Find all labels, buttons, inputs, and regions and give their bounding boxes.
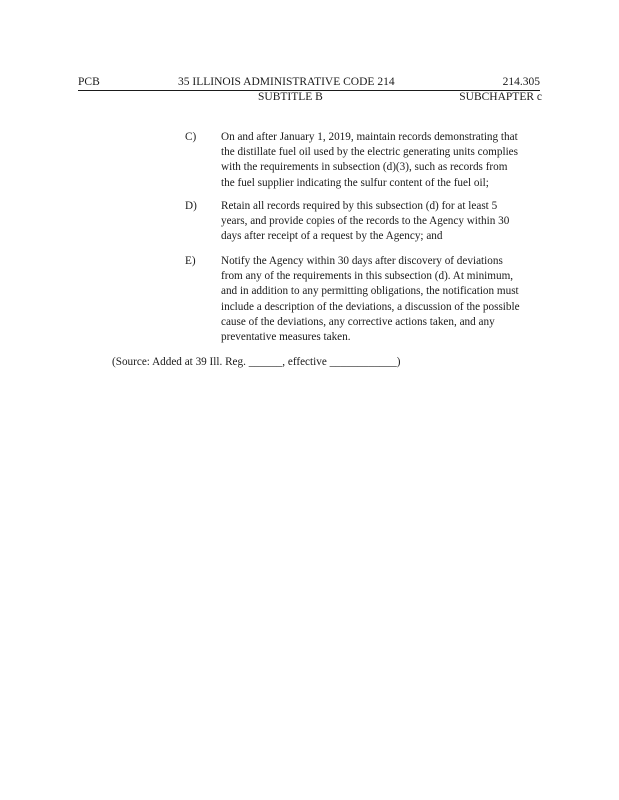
item-text <box>221 254 545 345</box>
item-line: Retain all records required by this subsection (d) for at least 5 <box>221 200 498 212</box>
item-line: and in addition to any permitting obligations, the notification must <box>221 285 519 298</box>
item-label: E) <box>185 255 196 267</box>
item-line: preventative measures taken. <box>221 331 351 344</box>
item-line: include a description of the deviations, a discussion of the possible <box>221 300 520 313</box>
item-line: the distillate fuel oil used by the electric generating units complies <box>221 146 519 159</box>
running-subheader <box>78 91 542 105</box>
item-line: years, and provide copies of the records to the Agency within 30 <box>221 215 510 228</box>
header-code-title: 35 ILLINOIS ADMINISTRATIVE CODE 214 <box>178 76 395 88</box>
item-line: with the requirements in subsection (d)(3), such as records from <box>221 161 508 174</box>
item-line: the fuel supplier indicating the sulfur content of the fuel oil; <box>221 176 489 189</box>
header-subchapter: SUBCHAPTER c <box>459 91 542 103</box>
item-line: from any of the requirements in this subsection (d). At minimum, <box>221 270 514 283</box>
item-line: Notify the Agency within 30 days after discovery of deviations <box>221 255 503 267</box>
item-line: cause of the deviations, any corrective actions taken, and any <box>221 315 495 328</box>
item-text <box>221 130 545 191</box>
item-line: days after receipt of a request by the Agency; and <box>221 230 443 243</box>
item-label: C) <box>185 131 197 143</box>
running-header <box>78 76 540 91</box>
header-subtitle: SUBTITLE B <box>258 91 323 103</box>
item-line: On and after January 1, 2019, maintain records demonstrating that <box>221 131 518 143</box>
item-text <box>221 199 545 245</box>
item-label: D) <box>185 200 197 212</box>
header-agency: PCB <box>78 76 100 88</box>
header-section-number: 214.305 <box>502 76 540 88</box>
source-note: (Source: Added at 39 Ill. Reg. ______, effective ____________) <box>112 356 401 368</box>
